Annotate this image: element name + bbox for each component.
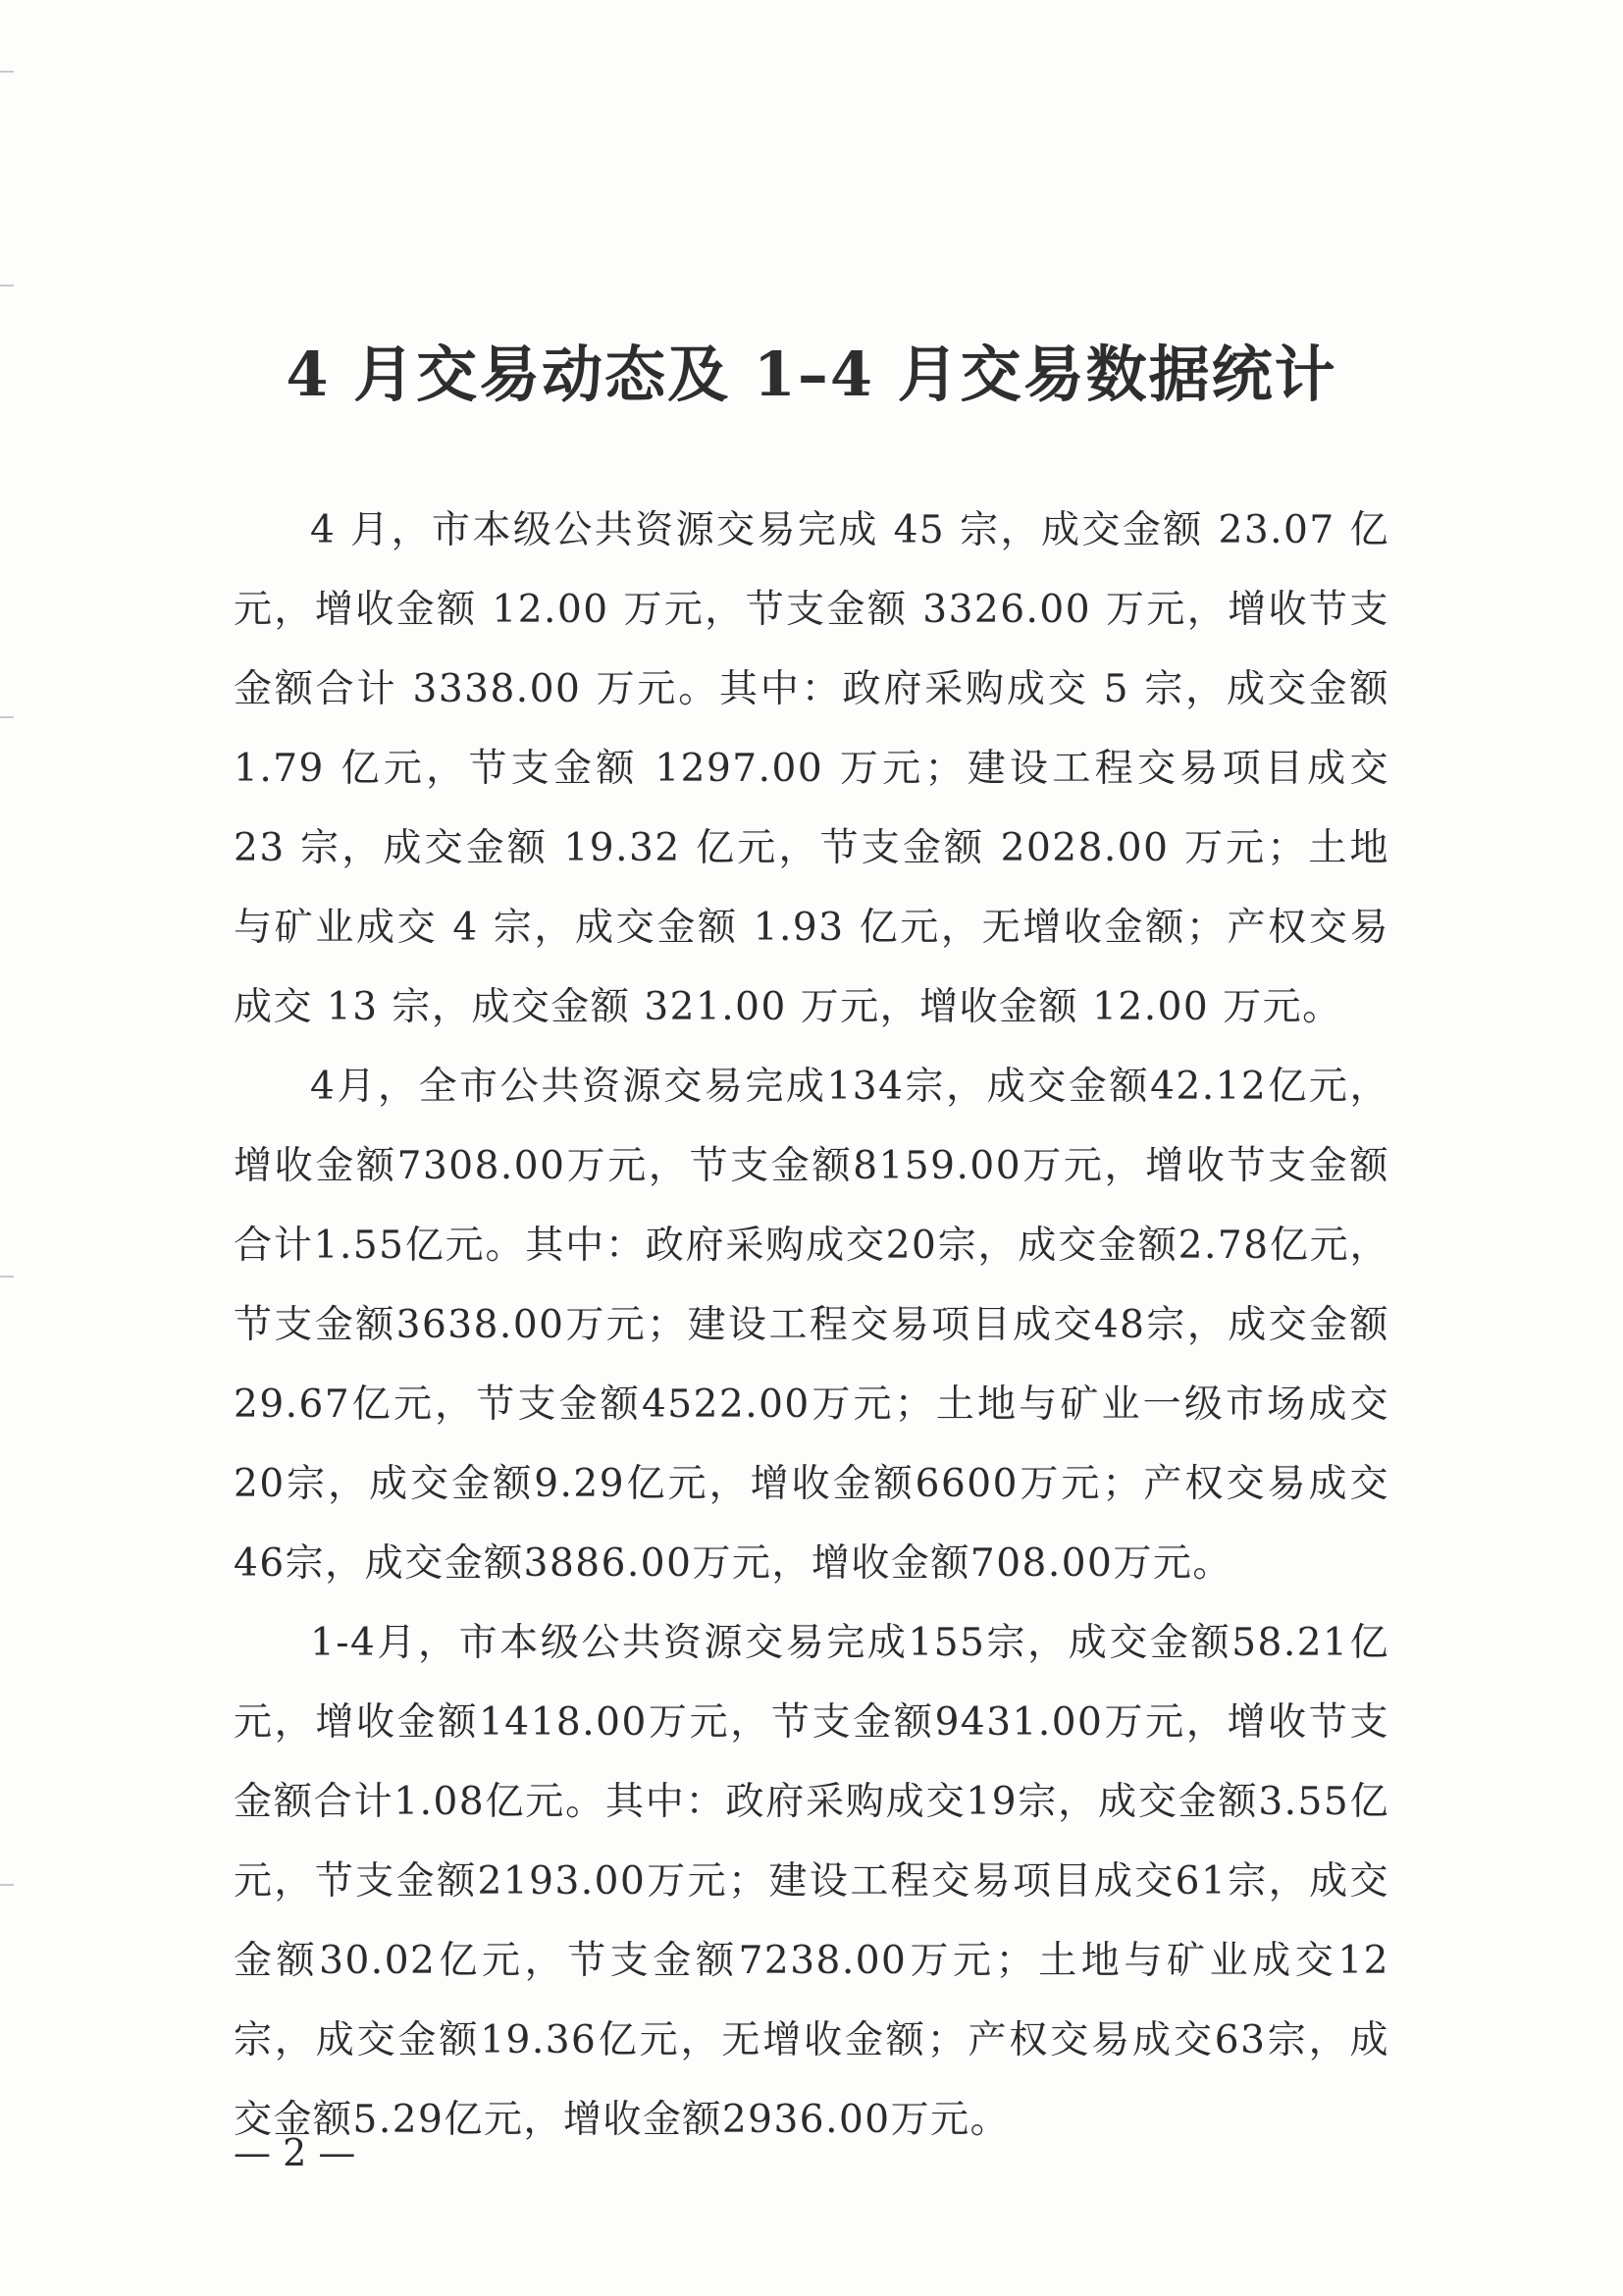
scan-margin-mark [0,716,14,718]
paragraph-april-city-level: 4 月，市本级公共资源交易完成 45 宗，成交金额 23.07 亿元，增收金额 12.00 万元，节支金额 3326.00 万元，增收节支金额合计 3338.00 万元。其中：政府采购成交 5 宗，成交金额 1.79 亿元，节支金额 1297.00 万元；建设工程交易项目成交 23 宗，成交金额 19.32 亿元，节支金额 2028.00 万元；土地与矿业成交 4 宗，成交金额 1.93 亿元，无增收金额；产权交易成交 13 宗，成交金额 321.00 万元，增收金额 12.00 万元。 [234,508,1389,1029]
document-body [234,491,1389,2160]
paragraph-jan-apr-city-level: 1-4月，市本级公共资源交易完成155宗，成交金额58.21亿元，增收金额1418.00万元，节支金额9431.00万元，增收节支金额合计1.08亿元。其中：政府采购成交19宗，成交金额3.55亿元，节支金额2193.00万元；建设工程交易项目成交61宗，成交金额30.02亿元，节支金额7238.00万元；土地与矿业成交12宗，成交金额19.36亿元，无增收金额；产权交易成交63宗，成交金额5.29亿元，增收金额2936.00万元。 [234,1621,1389,2142]
paragraph-april-citywide: 4月，全市公共资源交易完成134宗，成交金额42.12亿元，增收金额7308.00万元，节支金额8159.00万元，增收节支金额合计1.55亿元。其中：政府采购成交20宗，成交金额2.78亿元，节支金额3638.00万元；建设工程交易项目成交48宗，成交金额29.67亿元，节支金额4522.00万元；土地与矿业一级市场成交20宗，成交金额9.29亿元，增收金额6600万元；产权交易成交46宗，成交金额3886.00万元，增收金额708.00万元。 [234,1065,1389,1586]
scan-margin-mark [0,71,14,73]
document-title: 4 月交易动态及 1–4 月交易数据统计 [286,338,1337,410]
page-number: — 2 — [234,2131,356,2174]
scan-margin-mark [0,1276,14,1278]
scan-margin-mark [0,285,14,287]
scan-margin-mark [0,1884,14,1886]
